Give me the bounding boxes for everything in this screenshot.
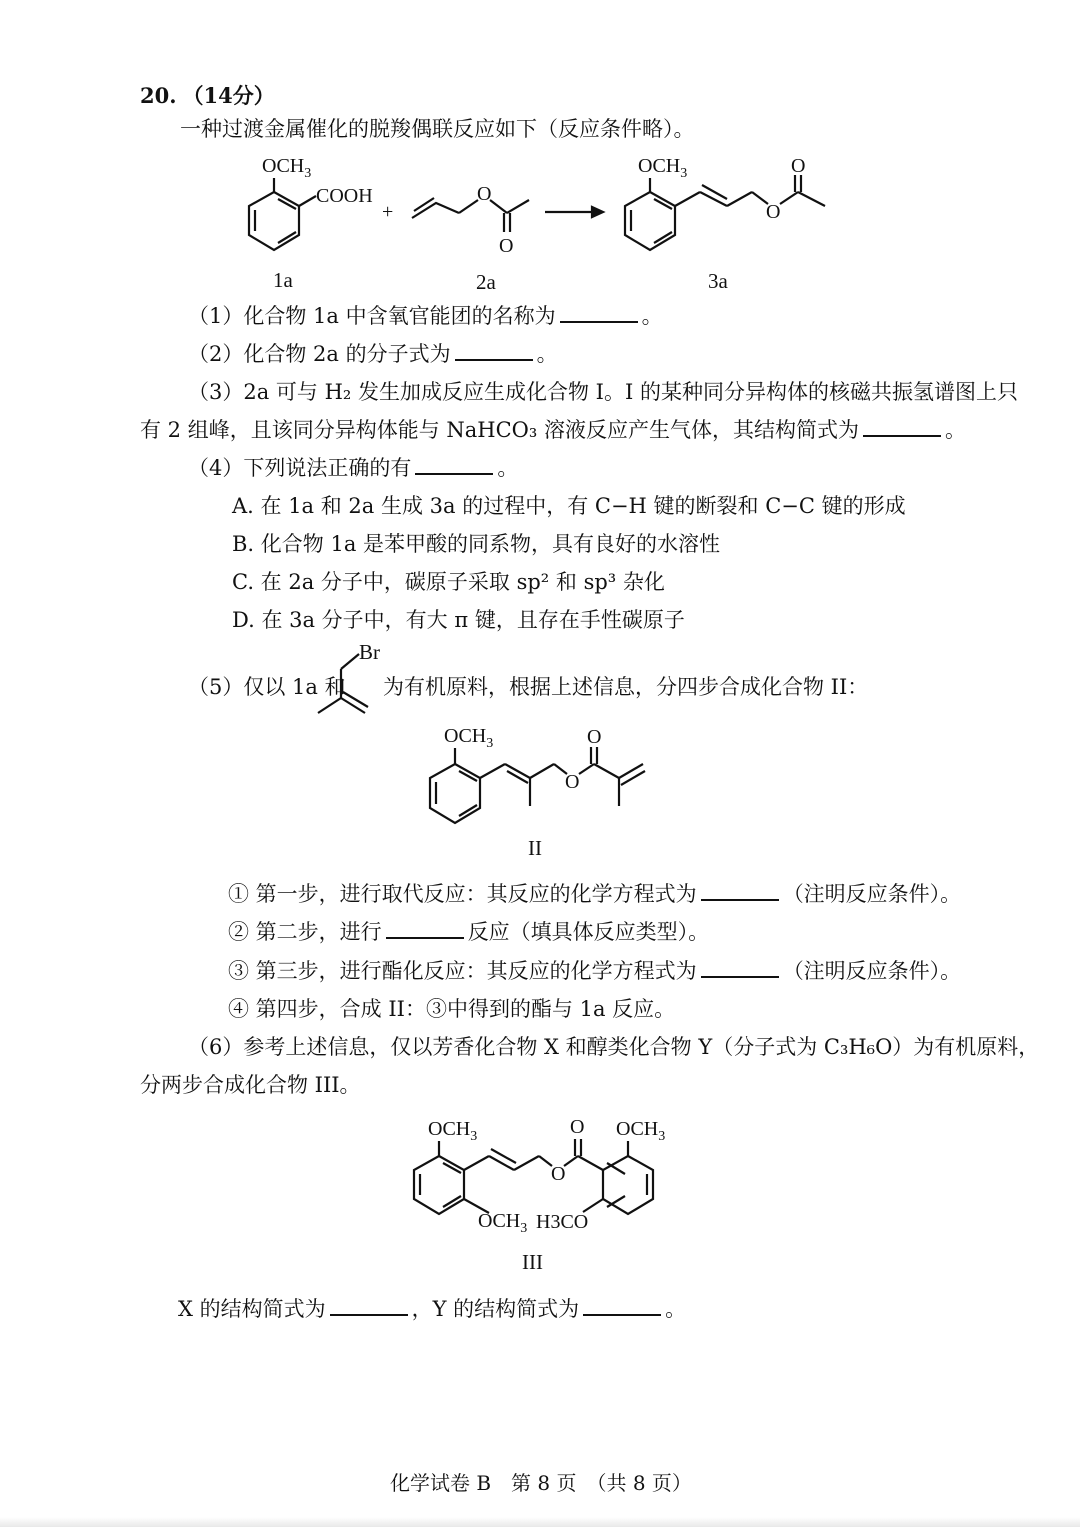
part-6-line2: 分两步合成化合物 III。 [140,1073,361,1097]
part-5-pre: （5）仅以 1a 和 [188,675,346,699]
svg-text:+: + [382,201,394,223]
iii-h3co-label: H3CO [536,1211,589,1233]
svg-text:O: O [477,183,492,205]
svg-text:O: O [766,201,781,223]
option-c: C. 在 2a 分子中，碳原子采取 sp² 和 sp³ 杂化 [232,570,665,594]
bromide-br-label: Br [359,640,380,664]
option-b: B. 化合物 1a 是苯甲酸的同系物，具有良好的水溶性 [232,532,721,556]
svg-text:O: O [499,235,514,257]
label-3a: 3a [708,269,728,293]
part-3-line1: （3）2a 可与 H₂ 发生加成反应生成化合物 I。I 的某种同分异构体的核磁共振氢谱图上只 [188,380,1018,404]
scan-edge [0,1517,1080,1527]
part-4: （4）下列说法正确的有 。 [188,456,519,480]
answer-blank-x[interactable] [330,1296,408,1316]
svg-text:COOH: COOH [316,185,373,207]
step-2: ② 第二步，进行 反应（填具体反应类型）。 [228,920,710,944]
part-6-line1: （6）参考上述信息，仅以芳香化合物 X 和醇类化合物 Y（分子式为 C₃H₆O）为有机原料， [188,1035,1040,1059]
svg-text:OCH3: $OCH_3$ [478,1210,528,1236]
part-5-post: 为有机原料，根据上述信息，分四步合成化合物 II： [383,675,869,699]
step-3: ③ 第三步，进行酯化反应：其反应的化学方程式为 （注明反应条件）。 [228,959,962,983]
svg-text:OCH3: $OCH_3$ [444,725,494,751]
svg-text:OCH3: $OCH_3$ [262,155,312,181]
svg-text:OCH3: $OCH_3$ [638,155,688,181]
svg-text:O: O [551,1163,566,1185]
question-number: 20. （14分） [140,83,275,108]
option-a: A. 在 1a 和 2a 生成 3a 的过程中，有 C−H 键的断裂和 C−C 键的形成 [232,494,906,518]
answer-blank-y[interactable] [583,1296,661,1316]
step-4: ④ 第四步，合成 II：③中得到的酯与 1a 反应。 [228,997,676,1021]
svg-text:OCH3: $OCH_3$ [616,1118,666,1144]
question-intro: 一种过渡金属催化的脱羧偶联反应如下（反应条件略）。 [180,117,695,141]
part-3-line2: 有 2 组峰，且该同分异构体能与 NaHCO₃ 溶液反应产生气体，其结构简式为 。 [140,418,966,442]
part-6-answers: X 的结构简式为 ，Y 的结构简式为 。 [178,1297,687,1321]
svg-text:O: O [565,771,580,793]
page-footer: 化学试卷 B 第 8 页 （共 8 页） [390,1471,692,1495]
label-1a: 1a [273,268,293,292]
svg-text:OCH3: $OCH_3$ [428,1118,478,1144]
part-1: （1）化合物 1a 中含氧官能团的名称为 。 [188,304,663,328]
svg-text:O: O [791,155,806,177]
label-II: II [528,836,542,860]
svg-text:O: O [587,726,602,748]
step-1: ① 第一步，进行取代反应：其反应的化学方程式为 （注明反应条件）。 [228,882,962,906]
label-2a: 2a [476,270,496,294]
svg-text:O: O [570,1116,585,1138]
part-2: （2）化合物 2a 的分子式为 。 [188,342,558,366]
option-d: D. 在 3a 分子中，有大 π 键，且存在手性碳原子 [232,608,685,632]
label-III: III [522,1250,543,1274]
